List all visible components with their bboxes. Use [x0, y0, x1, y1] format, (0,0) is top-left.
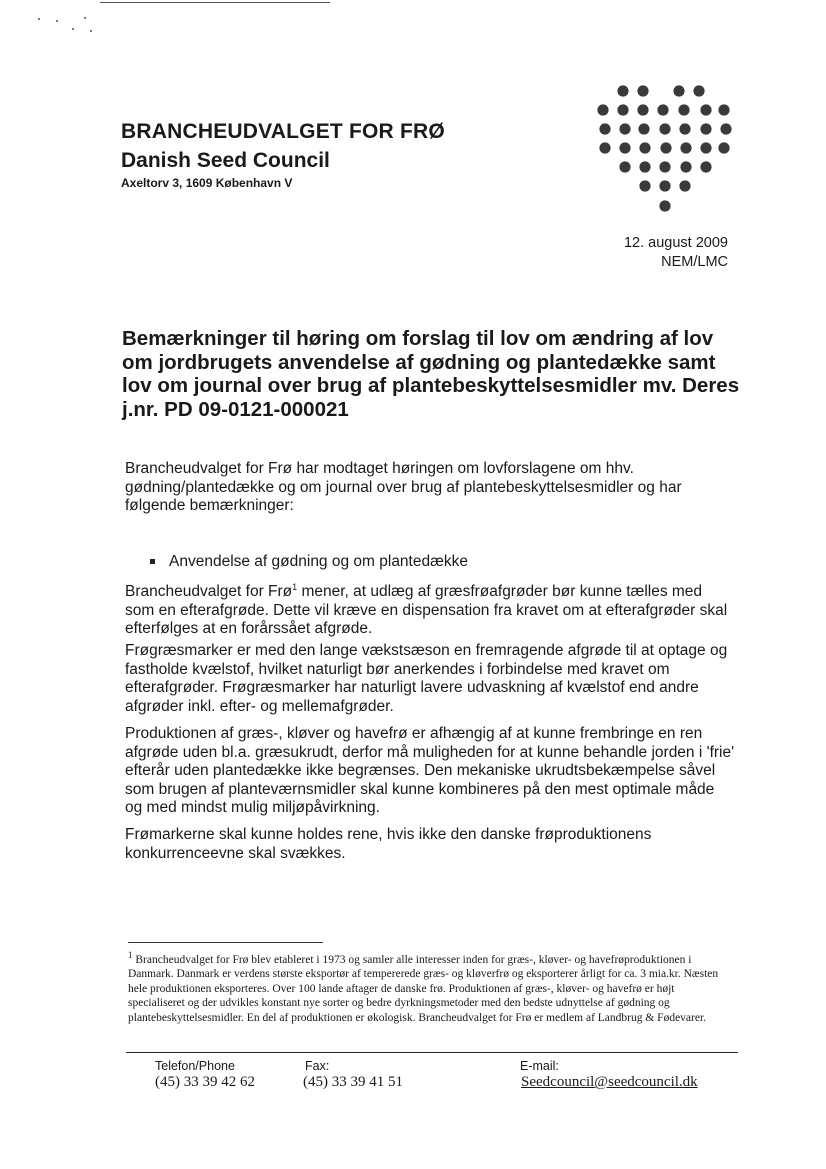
logo-seed-dot — [639, 161, 650, 172]
logo-seed-dot — [700, 104, 711, 115]
paragraph-1-lead: Brancheudvalget for Frø — [125, 583, 293, 601]
paragraph-3: Produktionen af græs-, kløver og havefrø er afhængig af at kunne frembringe en ren afgrøde uden bl.a. græsukrudt, derfor må muligheden for at kunne behandle jorden i 'frie' efterår uden plantedække ikke begrænses. Den mekaniske ukrudtsbekæmpelse såvel som brugen af planteværnsmidler skal kunne kombineres på den mest optimale måde og med mindst mulig miljøpåvirkning. — [125, 725, 735, 816]
logo-seed-dot — [659, 123, 670, 134]
paragraph-4: Frømarkerne skal kunne holdes rene, hvis ikke den danske frøproduktionens konkurrenceevne skal svækkes. — [125, 826, 652, 862]
footer-divider — [126, 1052, 738, 1053]
document-title: Bemærkninger til høring om forslag til lov om ændring af lov om jordbrugets anvendelse af gødning og plantedække samt lov om journal over brug af plantebeskyttelsesmidler mv. Deres j.nr. PD 09-0121-000021 — [122, 327, 740, 421]
logo-seed-dot — [617, 85, 628, 96]
footnote-text: Brancheudvalget for Frø blev etableret i 1973 og samler alle interesser inden for græs-, kløver- og havefrøproduktionen i Danmark. Danmark er verdens største eksportør af tempererede græs- og kløverfrø og eksporterer årligt for ca. 3 mia.kr. Næsten hele produktionen eksporteres. Over 100 lande aftager de danske frø. Produktionen af græs-, kløver- og havefrø er højt specialiseret og der udvikles konstant nye sorter og bedre dyrkningsmetoder med den bedste udnyttelse af gødning og plantebeskyttelsesmidler. En del af produktionen er økologisk. Brancheudvalget for Frø er medlem af Landbrug & Fødevarer. — [128, 953, 719, 1024]
paragraph-2: Frøgræsmarker er med den lange vækstsæson en fremragende afgrøde til at optage og fastholde kvælstof, hvilket naturligt bør anerkendes i forbindelse med kravet om efterafgrøder. Frøgræsmarker har naturligt lavere udvaskning af kvælstof end andre afgrøder inkl. efter- og mellemafgrøder. — [125, 642, 728, 715]
org-name-danish: BRANCHEUDVALGET FOR FRØ — [121, 120, 445, 143]
logo-seed-dot — [700, 123, 711, 134]
logo-seed-dot — [599, 142, 610, 153]
logo-seed-dot — [657, 104, 668, 115]
logo-seed-dot — [659, 180, 670, 191]
org-name-english: Danish Seed Council — [121, 149, 330, 172]
logo-seed-dot — [680, 142, 691, 153]
footnote-reference: 1 — [292, 582, 298, 592]
logo-seed-dot — [680, 161, 691, 172]
logo-seed-dot — [718, 142, 729, 153]
logo-seed-dot — [678, 104, 689, 115]
footnote-marker: 1 — [128, 950, 133, 960]
org-address: Axeltorv 3, 1609 København V — [121, 176, 293, 190]
paragraph-1-text: mener, at udlæg af græsfrøafgrøder bør kunne tælles med som en efterafgrøde. Dette vil kræve en dispensation fra kravet om at efterafgrøder skal efterfølges at en forårssået afgrøde. — [125, 583, 728, 638]
logo-seed-dot — [639, 142, 650, 153]
logo-seed-dot — [720, 123, 731, 134]
logo-seed-dot — [619, 123, 630, 134]
phone-label: Telefon/Phone — [155, 1059, 235, 1073]
logo-seed-dot — [679, 123, 690, 134]
logo-seed-dot — [679, 180, 690, 191]
logo-seed-dot — [617, 104, 628, 115]
logo-seed-dot — [619, 161, 630, 172]
logo-seed-dot — [718, 104, 729, 115]
paragraph-1 — [125, 578, 735, 639]
logo-seed-dot — [599, 123, 610, 134]
phone-number: (45) 33 39 42 62 — [155, 1074, 255, 1090]
section-heading: Anvendelse af gødning og om plantedække — [169, 553, 469, 570]
logo-seed-dot — [597, 104, 608, 115]
letter-reference: NEM/LMC — [661, 254, 728, 270]
logo-seed-dot — [637, 85, 648, 96]
scan-specks — [38, 16, 108, 36]
letter-date-block — [624, 234, 728, 272]
fax-number: (45) 33 39 41 51 — [303, 1074, 403, 1090]
letter-date: 12. august 2009 — [623, 235, 728, 251]
logo-seed-dot — [700, 142, 711, 153]
logo-seed-dot — [659, 161, 670, 172]
logo-seed-dot — [660, 142, 671, 153]
fax-label: Fax: — [305, 1059, 330, 1073]
intro-paragraph: Brancheudvalget for Frø har modtaget høringen om lovforslagene om hhv. gødning/plantedække og om journal over brug af plantebeskyttelsesmidler og har følgende bemærkninger: — [125, 460, 682, 514]
section-heading-bullet — [150, 553, 468, 571]
footnote-divider — [128, 942, 323, 943]
logo-seed-dot — [659, 200, 670, 211]
logo-seed-dot — [693, 85, 704, 96]
logo-seed-dot — [619, 142, 630, 153]
logo-seed-dot — [637, 104, 648, 115]
seed-dots-logo-icon — [596, 83, 736, 215]
logo-seed-dot — [673, 85, 684, 96]
logo-seed-dot — [700, 161, 711, 172]
bullet-marker — [150, 559, 155, 564]
scan-artifact-line — [100, 2, 330, 3]
footnote — [128, 948, 733, 1025]
logo-seed-dot — [638, 123, 649, 134]
email-label: E-mail: — [520, 1059, 559, 1073]
email-link[interactable]: Seedcouncil@seedcouncil.dk — [521, 1074, 698, 1090]
logo-seed-dot — [639, 180, 650, 191]
